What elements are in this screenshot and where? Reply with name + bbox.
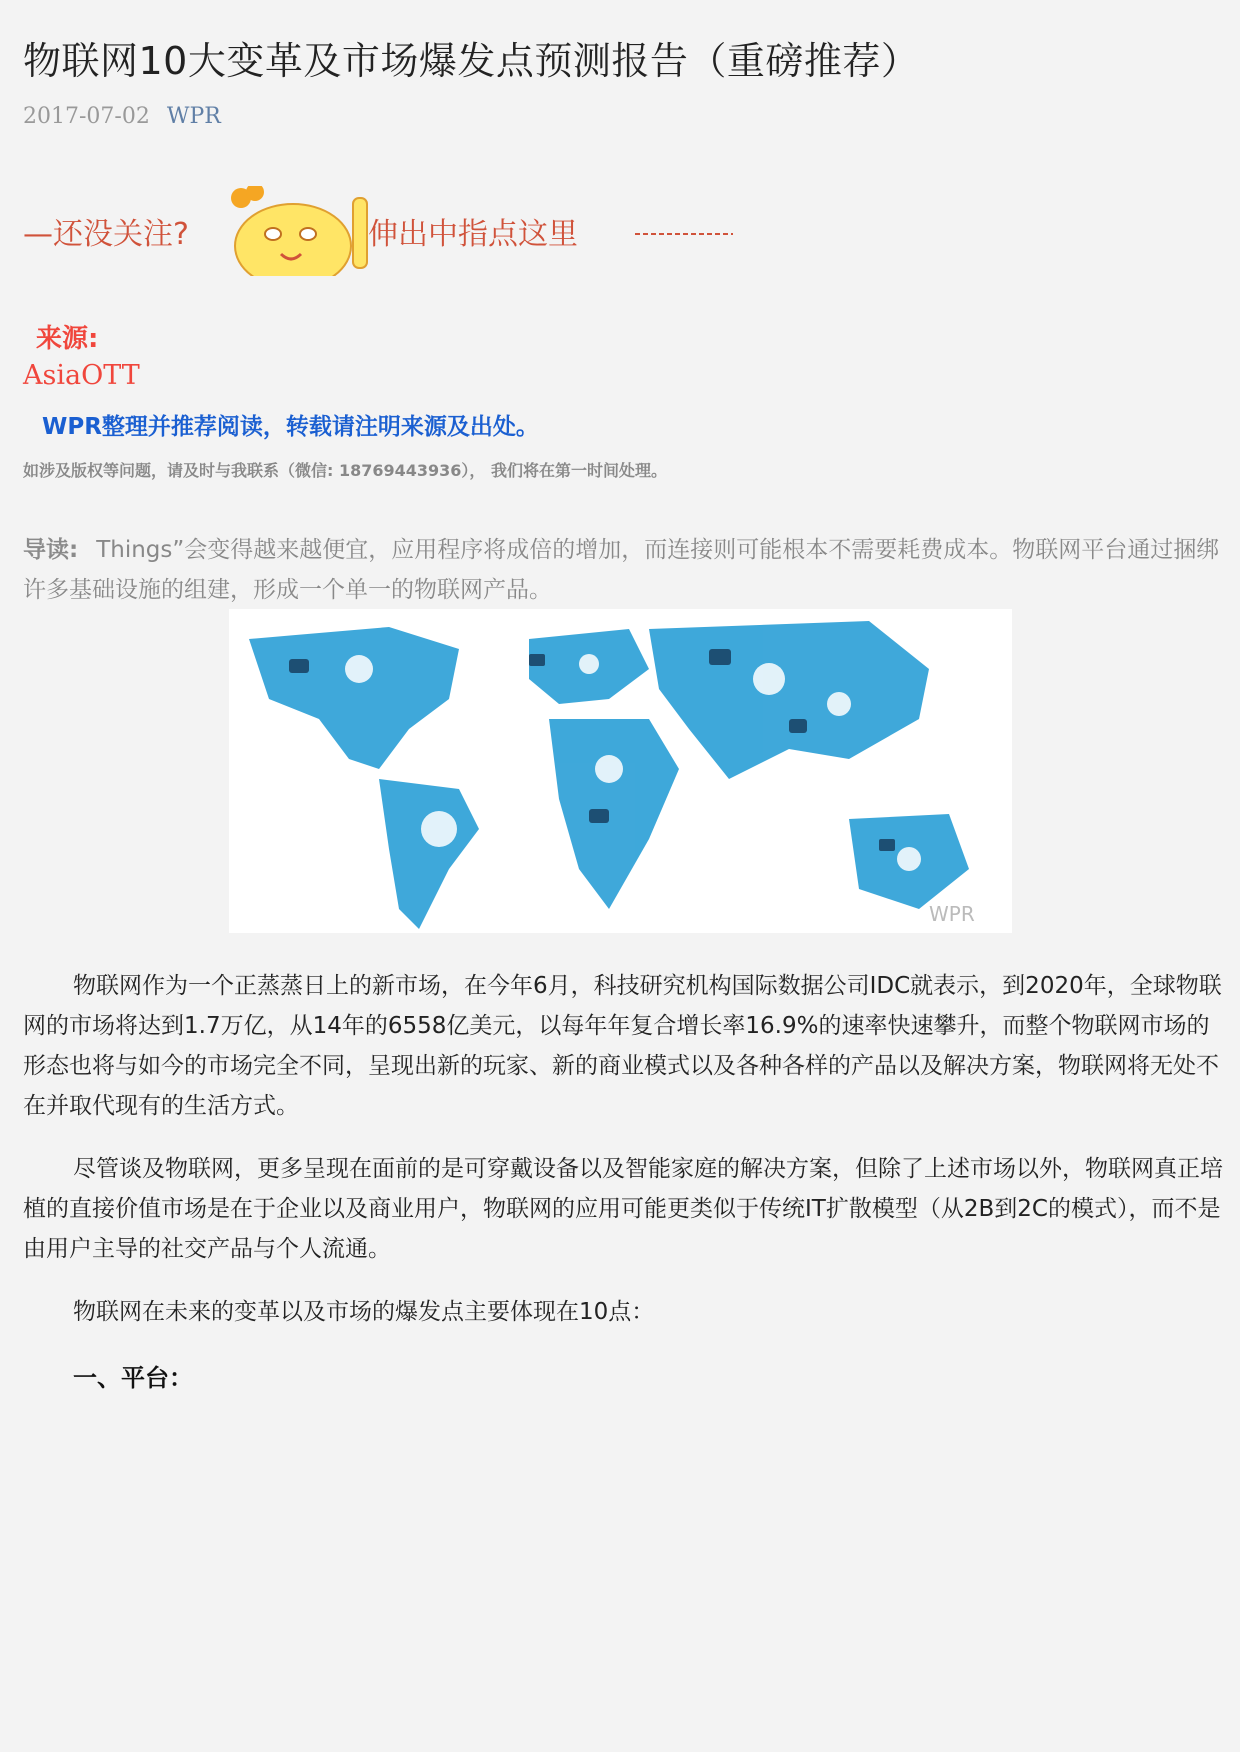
reprint-note: WPR整理并推荐阅读，转载请注明来源及出处。 [42,414,539,440]
section-heading-1: 一、平台： [73,1364,193,1392]
iot-world-map-image [229,609,1012,933]
body-paragraph-1: 物联网作为一个正蒸蒸日上的新市场，在今年6月，科技研究机构国际数据公司IDC就表示，到2020年，全球物联网的市场将达到1.7万亿，从14年的6558亿美元，以每年年复合增长率16.9%的速率快速攀升，而整个物联网市场的形态也将与如今的市场完全不同，呈现出新的玩家、新的商业模式以及各种各样的产品以及解决方案，物联网将无处不在并取代现有的生活方式。 [23,973,1222,1119]
author-link[interactable]: WPR [166,104,221,129]
follow-banner[interactable] [23,186,733,276]
article-title: 物联网10大变革及市场爆发点预测报告（重磅推荐） [23,39,920,83]
intro-block [23,530,1223,610]
source-name: AsiaOTT [23,360,140,391]
publish-date: 2017-07-02 [23,104,150,129]
intro-label: 导读: [23,537,79,563]
source-label: 来源: [36,324,99,354]
mascot-chick-icon [231,186,367,276]
image-watermark: WPR [929,902,975,926]
banner-right-text: 伸出中指点这里 [368,217,578,252]
body-paragraph-3: 物联网在未来的变革以及市场的爆发点主要体现在10点： [73,1299,655,1325]
body-paragraph-2: 尽管谈及物联网，更多呈现在面前的是可穿戴设备以及智能家庭的解决方案，但除了上述市场以外，物联网真正培植的直接价值市场是在于企业以及商业用户，物联网的应用可能更类似于传统IT扩散模型（从2B到2C的模式），而不是由用户主导的社交产品与个人流通。 [23,1156,1223,1262]
banner-left-text: —还没关注? [23,217,189,252]
intro-text: Things”会变得越来越便宜，应用程序将成倍的增加，而连接则可能根本不需要耗费成本。物联网平台通过捆绑许多基础设施的组建，形成一个单一的物联网产品。 [23,537,1220,603]
copyright-note: 如涉及版权等问题，请及时与我联系（微信: 18769443936）， 我们将在第一时间处理。 [23,461,668,480]
article-meta [23,104,221,129]
